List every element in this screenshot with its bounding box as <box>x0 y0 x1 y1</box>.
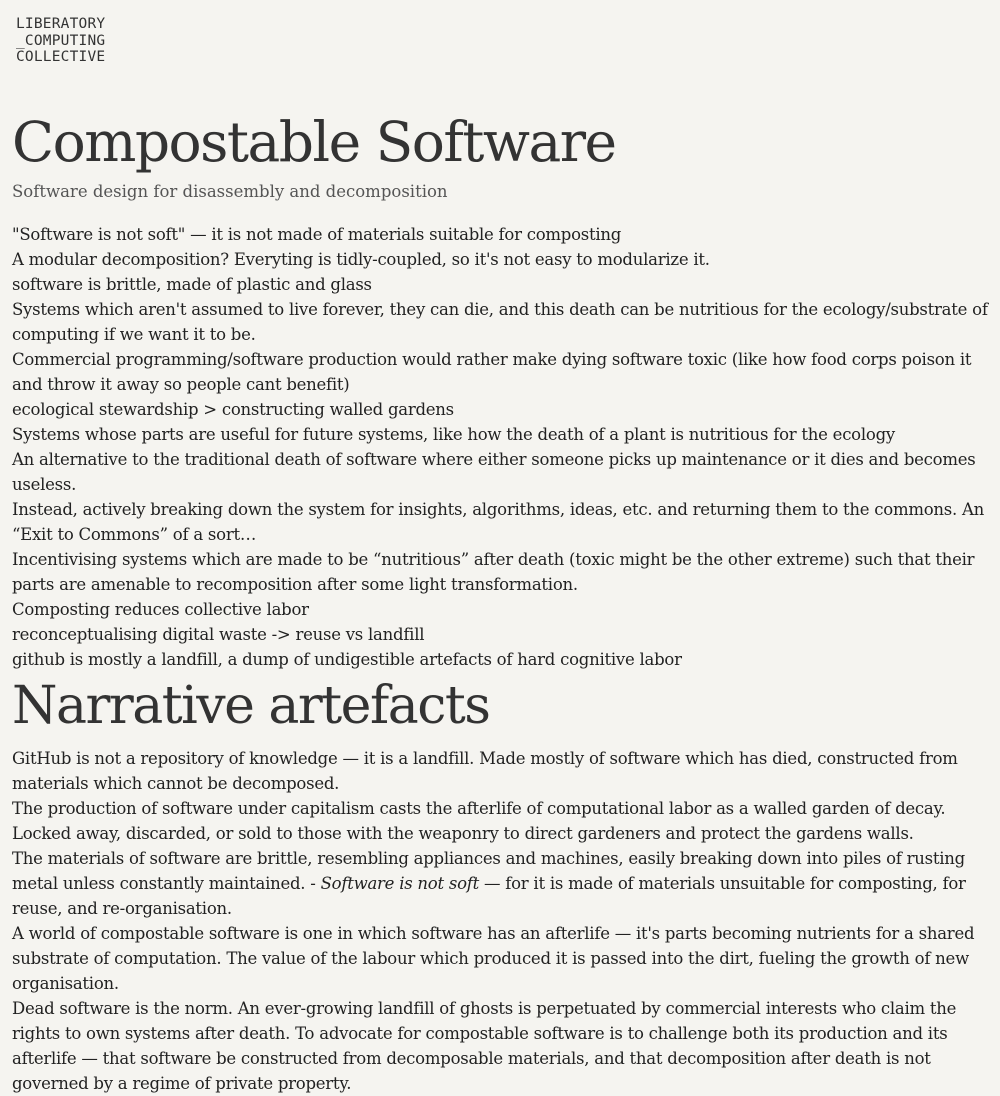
paragraph: The production of software under capitalism casts the afterlife of computational labor as a walled garden of decay. Locked away, discarded, or sold to those with the weaponry to direct gardeners and protect the gardens walls. <box>12 799 946 843</box>
article <box>12 104 992 1096</box>
note-line: Commercial programming/software production would rather make dying software toxic (like how food corps poison it and throw it away so people cant benefit) <box>12 350 972 394</box>
note-line: reconceptualising digital waste -> reuse vs landfill <box>12 625 425 644</box>
paragraph: GitHub is not a repository of knowledge — it is a landfill. Made mostly of software which has died, constructed from materials which cannot be decomposed. <box>12 749 958 793</box>
note-line: Incentivising systems which are made to be “nutritious” after death (toxic might be the other extreme) such that their parts are amenable to recomposition after some light transformation. <box>12 550 975 594</box>
paragraph: Dead software is the norm. An ever-growing landfill of ghosts is perpetuated by commercial interests who claim the rights to own systems after death. To advocate for compostable software is to challenge both its production and its afterlife — that software be constructed from decomposable materials, and that decomposition after death is not governed by a regime of private property. <box>12 999 957 1093</box>
section-heading: Narrative artefacts <box>12 676 490 736</box>
note-line: "Software is not soft" — it is not made of materials suitable for composting <box>12 225 622 244</box>
note-line: software is brittle, made of plastic and glass <box>12 275 372 294</box>
logo-line: _COMPUTING <box>16 32 106 49</box>
paragraph <box>12 846 992 921</box>
note-line: A modular decomposition? Everyting is tidly-coupled, so it's not easy to modularize it. <box>12 250 710 269</box>
note-line: An alternative to the traditional death of software where either someone picks up maintenance or it dies and becomes useless. <box>12 450 976 494</box>
paragraph: A world of compostable software is one in which software has an afterlife — it's parts becoming nutrients for a shared substrate of computation. The value of the labour which produced it is passed into the dirt, fueling the growth of new organisation. <box>12 924 975 993</box>
note-line: Composting reduces collective labor <box>12 600 309 619</box>
logo-line: COLLECTIVE <box>16 49 106 65</box>
emphasis-text: Software is not soft <box>320 874 480 893</box>
logo-line: LIBERATORY <box>16 16 106 32</box>
page-subtitle: Software design for disassembly and decomposition <box>12 182 448 201</box>
narrative-section <box>12 746 992 1096</box>
note-line: github is mostly a landfill, a dump of undigestible artefacts of hard cognitive labor <box>12 650 682 669</box>
paragraph-text: — for it is made of materials unsuitable for composting, for reuse, and re-organisation. <box>12 874 966 918</box>
note-line: Systems whose parts are useful for future systems, like how the death of a plant is nutritious for the ecology <box>12 425 895 444</box>
notes-list <box>12 222 992 672</box>
note-line: ecological stewardship > constructing walled gardens <box>12 400 454 419</box>
note-line: Systems which aren't assumed to live forever, they can die, and this death can be nutritious for the ecology/substrate of computing if we want it to be. <box>12 300 988 344</box>
page-title: Compostable Software <box>12 110 616 174</box>
paragraph-text: The materials of software are brittle, resembling appliances and machines, easily breaking down into piles of rusting metal unless constantly maintained. - <box>12 849 965 893</box>
note-line: Instead, actively breaking down the system for insights, algorithms, ideas, etc. and returning them to the commons. An “Exit to Commons” of a sort… <box>12 500 985 544</box>
logo[interactable] <box>16 16 105 66</box>
